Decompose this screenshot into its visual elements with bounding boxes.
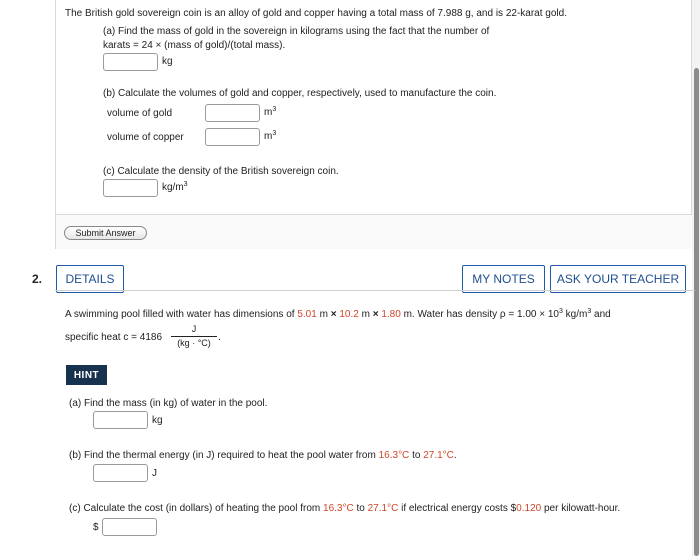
q1-volume-copper-input[interactable] [205,128,260,146]
q1-part-b-text: (b) Calculate the volumes of gold and copper, respectively, used to manufacture the coin. [103,88,497,99]
q1-volume-gold-unit: $m^3$ [264,106,277,118]
q1-intro: The British gold sovereign coin is an alloy of gold and copper having a total mass of 7.988 g, and is 22-karat gold. [65,8,567,19]
q2-cost-input[interactable] [102,518,157,536]
submit-answer-button[interactable]: Submit Answer [64,226,147,240]
q2-thermal-energy-input[interactable] [93,464,148,482]
specific-heat-fraction: J (kg · °C) [171,324,217,350]
question-number: 2. [32,272,43,286]
q1-a-unit: kg [162,56,173,67]
ask-your-teacher-button[interactable]: ASK YOUR TEACHER [550,265,686,293]
q1-density-unit: $kg/m^3$ [162,181,188,193]
q2-b-unit: J [152,468,157,479]
details-button[interactable]: DETAILS [56,265,124,293]
q2-part-a-text: (a) Find the mass (in kg) of water in the pool. [69,398,268,409]
q1-part-a-line2: karats = 24 × (mass of gold)/(total mass). [103,40,286,51]
q1-volume-gold-label: volume of gold [107,108,173,119]
q1-mass-gold-input[interactable] [103,53,158,71]
submit-area [55,215,692,249]
q1-part-a-line1: (a) Find the mass of gold in the sovereign in kilograms using the fact that the number of [103,26,490,37]
q2-part-c-text: (c) Calculate the cost (in dollars) of heating the pool from 16.3°C to 27.1°C if electrical energy costs $0.120 per kilowatt-hour. [69,503,621,514]
q2-part-b-text: (b) Find the thermal energy (in J) required to heat the pool water from 16.3°C to 27.1°C. [69,450,457,461]
q1-part-c-text: (c) Calculate the density of the British sovereign coin. [103,166,339,177]
specific-heat-label: specific heat c = 4186 [65,332,163,343]
hint-button[interactable]: HINT [66,365,107,385]
fraction-end-period: . [218,332,221,343]
q1-density-input[interactable] [103,179,158,197]
q1-volume-copper-unit: $m^3$ [264,130,277,142]
q1-volume-gold-input[interactable] [205,104,260,122]
section-divider [55,290,695,291]
scrollbar-thumb[interactable] [694,68,699,556]
q2-problem-line1: A swimming pool filled with water has dimensions of 5.01 m × 10.2 m × 1.80 m. Water has density $\rho = 1.00 \times 10^3$ $kg/m^3$ and [65,308,611,320]
dollar-sign: $ [93,522,99,533]
q1-volume-copper-label: volume of copper [107,132,184,143]
q2-mass-water-input[interactable] [93,411,148,429]
my-notes-button[interactable]: MY NOTES [462,265,545,293]
q2-a-unit: kg [152,415,163,426]
